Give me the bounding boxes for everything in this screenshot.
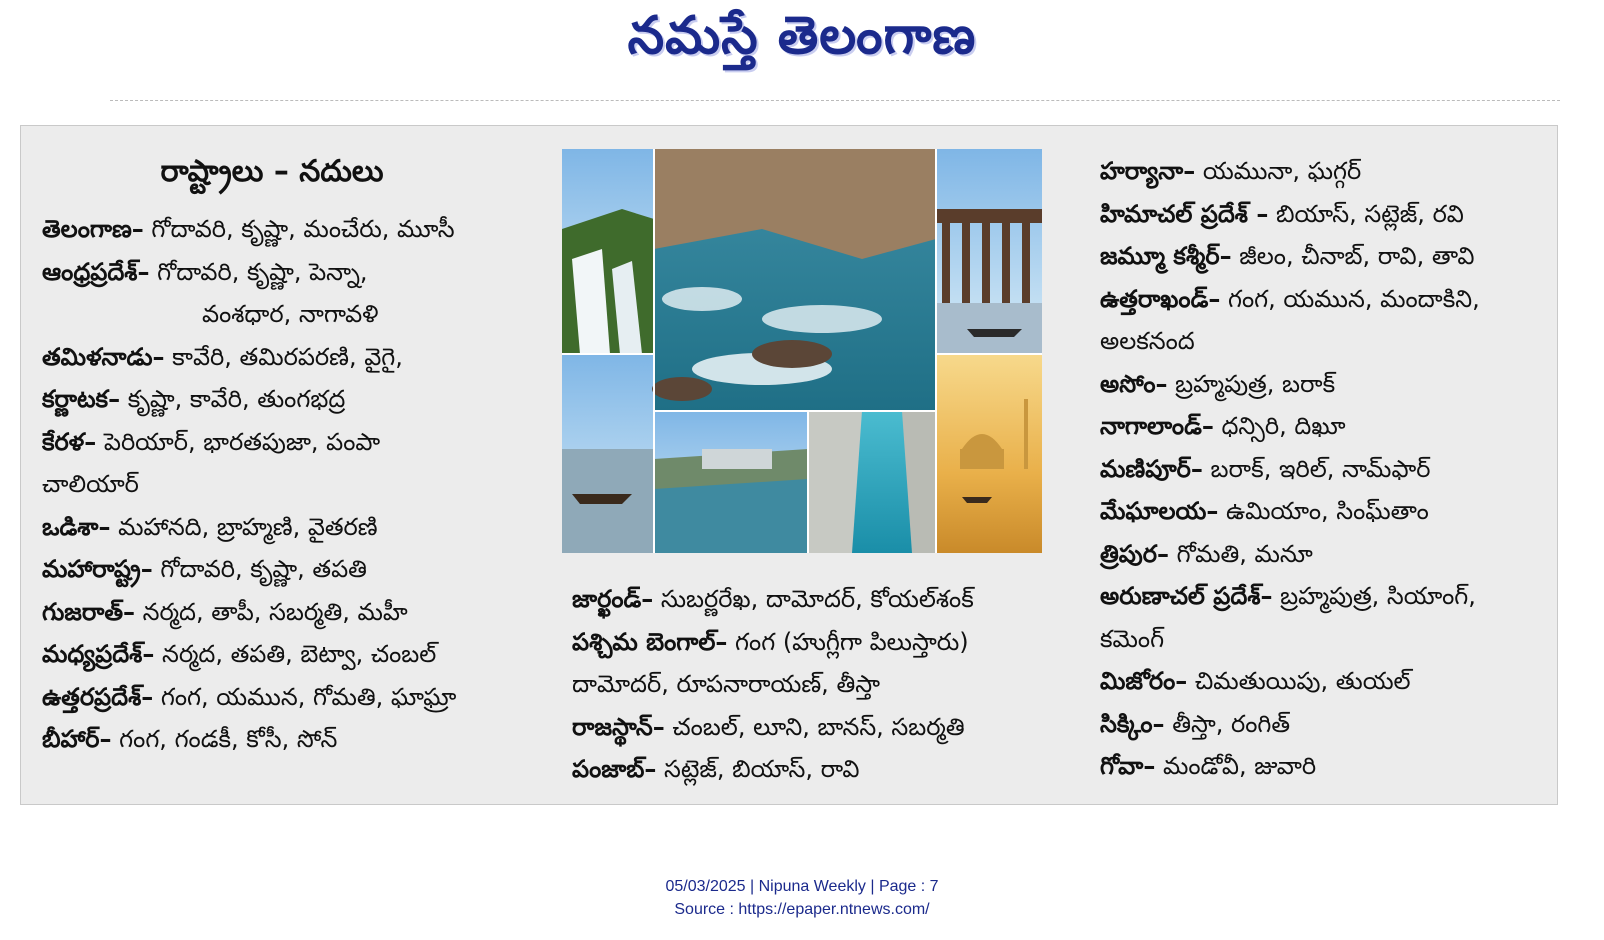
state-river-entry (1100, 150, 1590, 193)
state-river-entry (42, 591, 542, 634)
middle-river-list (572, 578, 1072, 791)
state-name: జమ్మూ కశ్మీర్– (1100, 242, 1232, 270)
masthead-divider (110, 100, 1560, 101)
river-names: ధన్సిరి, దిఖూ (1213, 412, 1346, 440)
state-river-entry (42, 251, 542, 294)
state-river-entry (42, 718, 542, 761)
waterfall-tile (562, 149, 654, 354)
river-names: కృష్ణా, కావేరి, తుంగభద్ర (120, 385, 346, 413)
river-names: బరాక్, ఇరిల్, నామ్‌ఫార్ (1202, 454, 1431, 483)
river-names: పెరియార్, భారతపుజా, పంపా (96, 427, 381, 456)
state-river-entry (1100, 278, 1590, 321)
state-river-entry (42, 293, 542, 336)
state-name: కేరళ– (42, 427, 97, 456)
state-name: నాగాలాండ్– (1100, 412, 1214, 440)
collage-illustration (562, 149, 1042, 553)
river-names: కమెంగ్ (1100, 624, 1165, 653)
river-names: మహానది, బ్రాహ్మణి, వైతరణి (110, 512, 378, 541)
state-river-entry (572, 578, 1072, 621)
state-river-entry (1100, 405, 1590, 448)
state-river-entry (42, 676, 542, 719)
river-names: ఉమియాం, సింఘ్‌తాం (1218, 497, 1429, 525)
state-name: మణిపూర్– (1100, 454, 1203, 483)
state-name: ఆంధ్రప్రదేశ్– (42, 257, 150, 286)
state-name: గోవా– (1100, 752, 1156, 780)
river-names: గోదావరి, కృష్ణా, మంచేరు, మూసీ (143, 215, 455, 243)
state-name: ఒడిశా– (42, 512, 111, 541)
river-names: నర్మద, తాపీ, సబర్మతి, మహీ (135, 597, 408, 626)
boat-river-tile (562, 354, 654, 553)
state-name: కర్ణాటక– (42, 385, 121, 413)
state-name: తమిళనాడు– (42, 342, 165, 371)
footer-date-line: 05/03/2025 | Nipuna Weekly | Page : 7 (665, 878, 939, 895)
state-name: తెలంగాణ– (42, 215, 144, 243)
bridge-tile (936, 149, 1042, 354)
river-names: నర్మద, తపతి, బెట్వా, చంబల్ (154, 640, 437, 668)
canyon-tile (808, 411, 936, 553)
river-names: గంగ, యమున, గోమతి, ఘాఘ్రా (153, 682, 457, 711)
state-river-entry (42, 421, 542, 464)
state-name: పంజాబ్– (572, 755, 657, 783)
river-names: తీస్తా, రంగిత్ (1164, 709, 1291, 738)
river-names: కావేరి, తమిరపరణి, వైగై, (164, 342, 403, 371)
state-name: పశ్చిమ బెంగాల్– (572, 627, 728, 656)
state-river-entry (572, 706, 1072, 749)
right-column (1100, 150, 1590, 788)
state-river-entry (1100, 575, 1590, 618)
river-names: సట్లెజ్, బియాస్, రావి (656, 755, 860, 783)
state-name: మేఘాలయ– (1100, 497, 1219, 525)
state-river-entry (42, 378, 542, 421)
state-river-entry (1100, 490, 1590, 533)
state-name: బీహార్– (42, 725, 112, 753)
middle-column (572, 578, 1072, 791)
left-river-list (42, 208, 542, 761)
state-name: ఉత్తరప్రదేశ్– (42, 682, 154, 711)
dam-tile (654, 411, 808, 553)
river-names: యమునా, ఘగ్గర్ (1195, 157, 1362, 185)
state-name: హిమాచల్ ప్రదేశ్ – (1100, 199, 1269, 228)
state-name: ఉత్తరాఖండ్– (1100, 284, 1221, 313)
state-river-entry (42, 336, 542, 379)
river-names: గంగ (హుగ్లీగా పిలుస్తారు) (727, 627, 969, 656)
rapids-tile (652, 149, 936, 411)
state-river-entry (1100, 533, 1590, 576)
state-river-entry (42, 548, 542, 591)
footer-source-line: Source : https://epaper.ntnews.com/ (674, 901, 930, 918)
state-river-entry (1100, 660, 1590, 703)
state-name: మధ్యప్రదేశ్– (42, 640, 155, 668)
taj-sunset-tile (936, 354, 1042, 553)
state-river-entry (42, 633, 542, 676)
state-name: అరుణాచల్ ప్రదేశ్– (1100, 582, 1273, 610)
state-river-entry (572, 663, 1072, 706)
river-names: సుబర్ణరేఖ, దామోదర్, కోయల్‌శంక్ (653, 585, 974, 613)
state-name: మిజోరం– (1100, 667, 1188, 695)
state-river-entry (1100, 448, 1590, 491)
masthead-logo: నమస్తే తెలంగాణ (627, 6, 977, 66)
state-river-entry (42, 208, 542, 251)
river-names: జీలం, చీనాబ్, రావి, తావి (1231, 242, 1475, 270)
river-names: చాలియార్ (42, 470, 139, 498)
state-river-entry (1100, 618, 1590, 661)
river-names: బియాస్, సట్లెజ్, రవి (1268, 199, 1464, 228)
state-river-entry (1100, 193, 1590, 236)
river-names: గోదావరి, కృష్ణా, తపతి (152, 555, 367, 583)
river-names: గోదావరి, కృష్ణా, పెన్నా, (149, 257, 368, 286)
state-name: జార్ఖండ్– (572, 585, 654, 613)
state-name: అసోం– (1100, 369, 1168, 398)
state-river-entry (42, 506, 542, 549)
state-river-entry (1100, 703, 1590, 746)
river-names: బ్రహ్మపుత్ర, బరాక్ (1167, 369, 1336, 398)
left-column (42, 150, 542, 761)
state-river-entry (572, 748, 1072, 791)
state-name: సిక్కిం– (1100, 709, 1165, 738)
right-river-list (1100, 150, 1590, 788)
article-heading: రాష్ట్రాలు – నదులు (160, 154, 384, 189)
river-names: దామోదర్, రూపనారాయణ్, తీస్తా (572, 670, 880, 698)
river-names: చిమతుయిపు, తుయల్ (1187, 667, 1411, 695)
river-names: అలకనంద (1100, 327, 1195, 355)
state-river-entry (1100, 745, 1590, 788)
state-river-entry (42, 463, 542, 506)
river-names: గంగ, గండకీ, కోసీ, సోన్ (111, 725, 338, 753)
river-names: గంగ, యమున, మందాకిని, (1220, 284, 1480, 313)
state-name: గుజరాత్– (42, 597, 135, 626)
river-names: వంశధార, నాగావళి (202, 300, 379, 328)
state-river-entry (1100, 320, 1590, 363)
state-river-entry (572, 621, 1072, 664)
river-names: మండోవీ, జువారి (1155, 752, 1317, 780)
river-names: చంబల్, లూని, బానస్, సబర్మతి (664, 712, 965, 741)
state-river-entry (1100, 363, 1590, 406)
rivers-photo-collage (562, 149, 1042, 553)
river-names: గోమతి, మనూ (1168, 539, 1313, 568)
state-name: రాజస్థాన్– (572, 712, 665, 741)
river-names: బ్రహ్మపుత్ర, సియాంగ్, (1272, 582, 1476, 610)
state-name: మహారాష్ట్ర– (42, 555, 153, 583)
state-name: త్రిపుర– (1100, 539, 1169, 568)
state-river-entry (1100, 235, 1590, 278)
state-name: హర్యానా– (1100, 157, 1196, 185)
